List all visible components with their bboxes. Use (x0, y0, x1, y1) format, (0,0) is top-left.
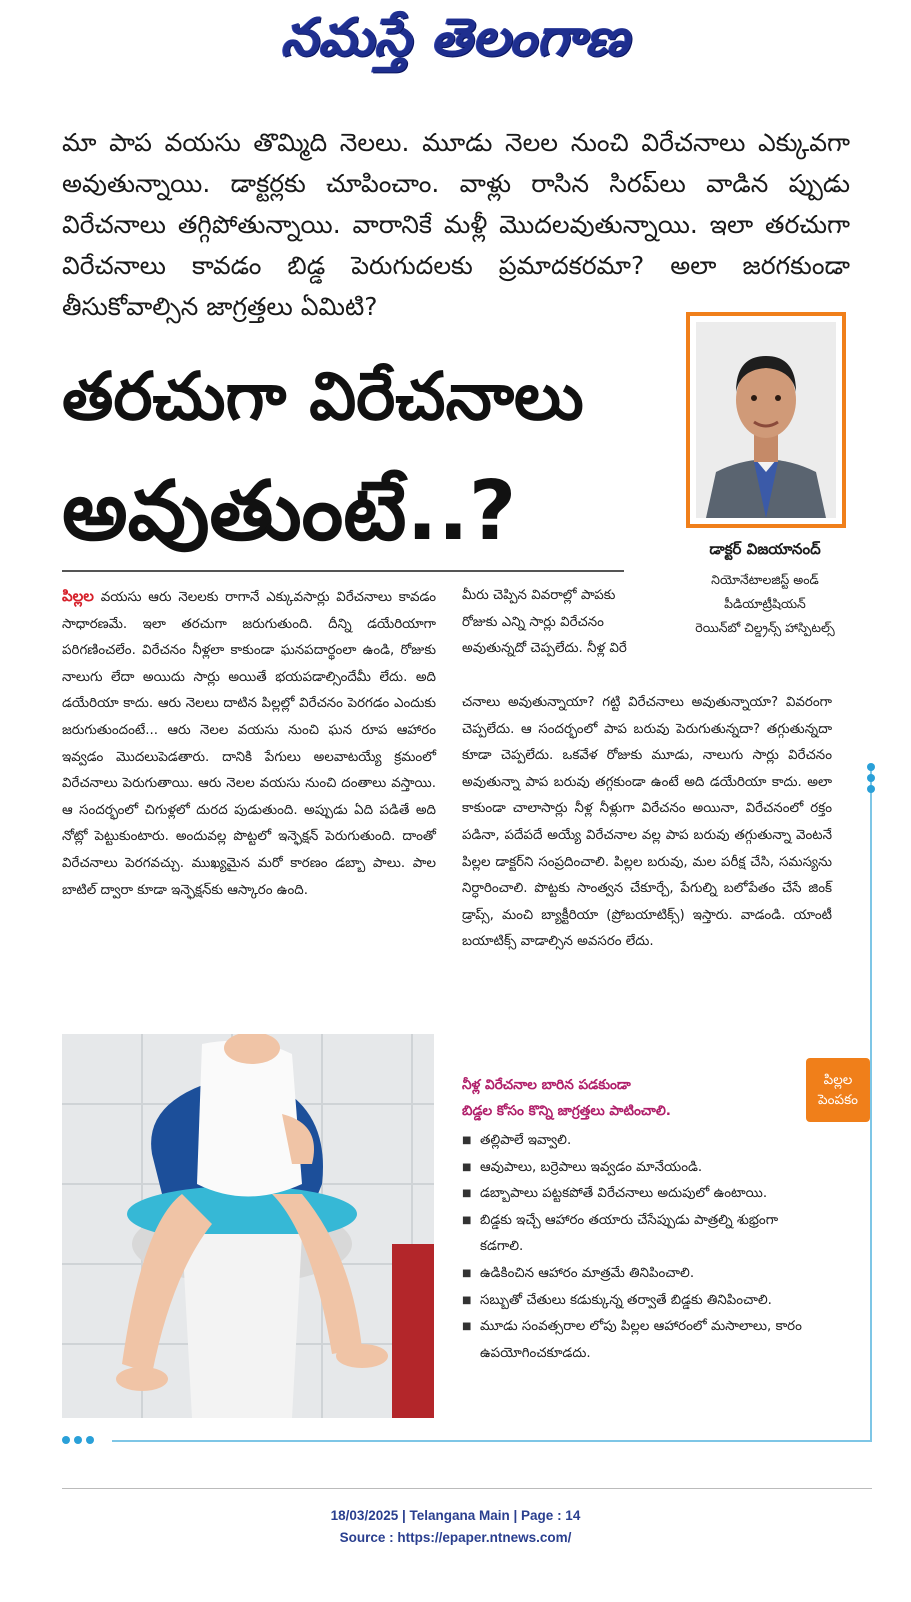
tip-item: ■ మూడు సంవత్సరాల లోపు పిల్లల ఆహారంలో మసాలాలు, కారం ఉపయోగించకూడదు. (462, 1314, 802, 1367)
footer-divider (62, 1488, 872, 1489)
tip-item: ■ సబ్బుతో చేతులు కడుక్కున్న తర్వాతే బిడ్డకు తినిపించాలి. (462, 1288, 802, 1315)
headline-line-1: తరచుగా విరేచనాలు (62, 358, 584, 435)
tip-item: ■ బిడ్డకు ఇచ్చే ఆహారం తయారు చేసేప్పుడు పాత్రల్ని శుభ్రంగా కడగాలి. (462, 1208, 802, 1261)
section-tag-line-2: పెంపకం (818, 1092, 858, 1108)
child-on-toilet-photo (62, 1034, 434, 1418)
tips-list (462, 1128, 802, 1367)
newspaper-masthead: నమస్తే తెలంగాణ (281, 8, 630, 68)
tip-item: ■ డబ్బాపాలు పట్టకపోతే విరేచనాలు అదుపులో ఉంటాయి. (462, 1181, 802, 1208)
tips-heading-line-1: నీళ్ల విరేచనాల బారిన పడకుండా (462, 1077, 631, 1093)
article-column-1 (62, 583, 436, 904)
footer-date-edition: 18/03/2025 | Telangana Main | Page : 14 (330, 1508, 581, 1523)
article-column-2: చనాలు అవుతున్నాయా? గట్టి విరేచనాలు అవుతున్నాయా? వివరంగా చెప్పలేదు. ఆ సందర్భంలో పాప బరువు పెరుగుతున్నదా? తగ్గుతున్నదా కూడా చెప్పలేదు. ఒకవేళ రోజుకు మూడు, నాలుగు సార్లు విరేచనం అవుతున్నా పాప బరువు తగ్గకుండా ఉంటే అది డయేరియా కాదు. అలా కాకుండా చాలాసార్లు నీళ్ల నీళ్లుగా విరేచనం అయినా, విరేచనంలో రక్తం పడినా, పదేపదే అయ్యే విరేచనాల వల్ల పాప బరువు తగ్గుతున్నా వెంటనే పిల్లల డాక్టర్‌ని సంప్రదించాలి. పిల్లల బరువు, మల పరీక్ష చేసి, సమస్యను నిర్ధారించాలి. పొట్టకు సాంత్వన చేకూర్చే, పేగుల్ని బలోపేతం చేసే జింక్ డ్రాప్స్, మంచి బ్యాక్టీరియా (ప్రోబయాటిక్స్) ఇస్తారు. వాడండి. యాంటీ బయాటిక్స్ వాడాల్సిన అవసరం లేదు. (462, 695, 832, 950)
page-footer (0, 1505, 911, 1549)
doctor-title-1: నియోనేటాలజిస్ట్ అండ్ (711, 572, 819, 587)
article-lead-word: పిల్లల (62, 587, 94, 605)
doctor-title-2: పీడియాట్రీషియన్ (724, 596, 806, 611)
doctor-title-3: రెయిన్‌బో చిల్డ్రన్స్ హాస్పిటల్స్ (695, 620, 835, 635)
child-toilet-illustration-icon (62, 1034, 434, 1418)
doctor-portrait-icon (696, 322, 836, 518)
doctor-credentials (650, 568, 880, 640)
tip-item: ■ ఆవుపాలు, బర్రెపాలు ఇవ్వడం మానేయండి. (462, 1155, 802, 1182)
decorative-vertical-rule (870, 770, 872, 1442)
footer-source-link[interactable]: Source : https://epaper.ntnews.com/ (339, 1530, 572, 1545)
article-column-2-top: మీరు చెప్పిన వివరాల్లో పాపకు రోజుకు ఎన్ని సార్లు విరేచనం అవుతున్నదో చెప్పలేదు. నీళ్ల విరే (462, 588, 627, 657)
decorative-dots-vertical (864, 760, 878, 796)
article-col1-text: వయసు ఆరు నెలలకు రాగానే ఎక్కువసార్లు విరేచనాలు కావడం సాధారణమే. ఇలా తరచుగా జరుగుతుంది. దీన్ని డయేరియాగా పరిగణించలేం. విరేచనం నీళ్లలా కాకుండా ఘనపదార్థంలా ఉండి, రోజుకు నాలుగు లేదా అయిదు సార్లు అయితే భయపడాల్సిందేమీ లేదు. అది డయేరియా కాదు. ఆరు నెలలు దాటిన పిల్లల్లో విరేచనం పెరగడం ఎందుకు జరుగుతుందంటే... ఆరు నెలల వయసు నుంచి ఘన రూప ఆహారం ఇవ్వడం మొదలుపెడతారు. దానికి పేగులు అలవాటయ్యే క్రమంలో విరేచనాలు పెరుగుతాయి. ఆరు నెలల వయసు నుంచి దంతాలు వస్తాయి. ఆ సందర్భంలో చిగుళ్లలో దురద పుడుతుంది. అప్పుడు ఏది పడితే అది నోట్లో పెట్టుకుంటారు. అందువల్ల పొట్టలో ఇన్ఫెక్షన్ పెరుగుతుంది. దాంతో విరేచనాలు పెరగవచ్చు. ముఖ్యమైన మరో కారణం డబ్బా పాలు. పాల బాటిల్ ద్వారా కూడా ఇన్ఫెక్షన్‌కు ఆస్కారం ఉంది. (62, 590, 436, 898)
tip-item: ■ ఉడికించిన ఆహారం మాత్రమే తినిపించాలి. (462, 1261, 802, 1288)
section-tag-line-1: పిల్లల (823, 1072, 853, 1088)
headline-divider (62, 570, 624, 572)
doctor-name: డాక్టర్ విజయానంద్ (709, 540, 821, 558)
tips-heading-line-2: బిడ్డల కోసం కొన్ని జాగ్రత్తలు పాటించాలి. (462, 1103, 671, 1119)
doctor-photo (686, 312, 846, 528)
headline-line-2: అవుతుంటే..? (62, 464, 517, 559)
decorative-horizontal-rule (112, 1440, 872, 1442)
decorative-dots-horizontal (62, 1436, 94, 1444)
tips-heading (462, 1072, 792, 1124)
section-tag (806, 1058, 870, 1122)
tip-item: ■ తల్లిపాలే ఇవ్వాలి. (462, 1128, 802, 1155)
reader-question: మా పాప వయసు తొమ్మిది నెలలు. మూడు నెలల నుంచి విరేచనాలు ఎక్కువగా అవుతున్నాయి. డాక్టర్లకు చూపించాం. వాళ్లు రాసిన సిరప్‌లు వాడిన ప్పుడు విరేచనాలు తగ్గిపోతున్నాయి. వారానికే మళ్లీ మొదలవుతున్నాయి. ఇలా తరచుగా విరేచనాలు కావడం బిడ్డ పెరుగుదలకు ప్రమాదకరమా? అలా జరగకుండా తీసుకోవాల్సిన జాగ్రత్తలు ఏమిటి? (62, 128, 850, 321)
